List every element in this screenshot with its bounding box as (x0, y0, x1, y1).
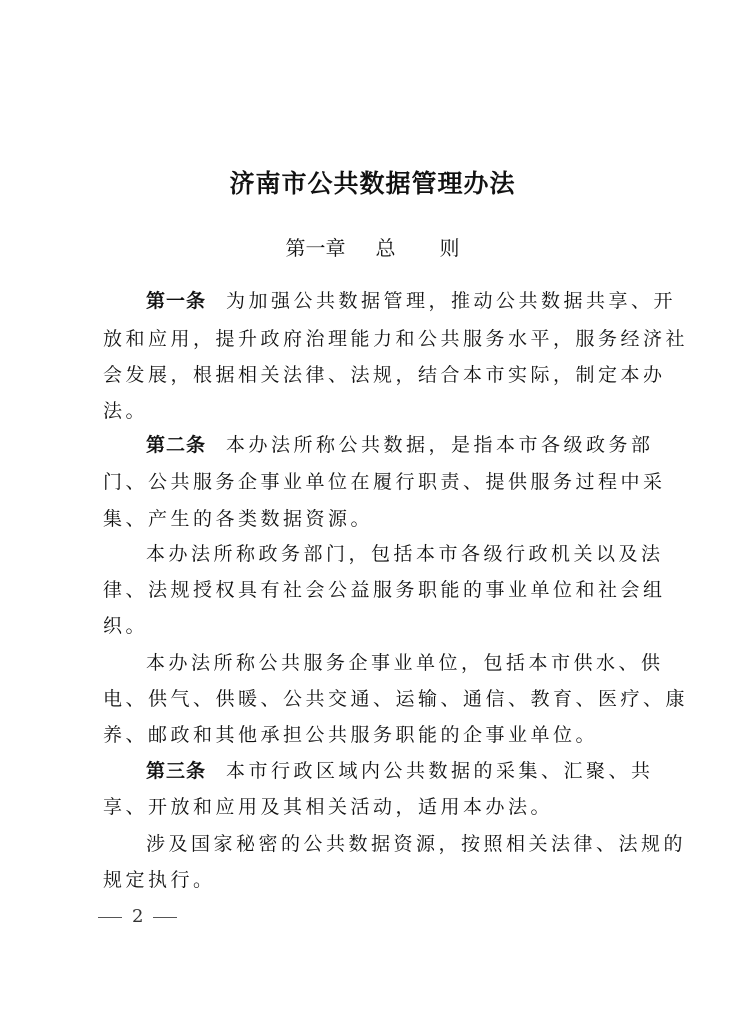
document-title: 济南市公共数据管理办法 (229, 169, 516, 198)
article-1-line-2: 放和应用，提升政府治理能力和公共服务水平，服务经济社 (103, 328, 689, 350)
article-2-line-3: 集、产生的各类数据资源。 (103, 508, 374, 530)
page-number (98, 905, 177, 929)
article-1-line-3: 会发展，根据相关法律、法规，结合本市实际，制定本办 (103, 364, 666, 386)
article-2-text-1: 本办法所称公共数据，是指本市各级政务部 (226, 434, 654, 456)
article-2-para-3-line-1: 本办法所称公共服务企事业单位，包括本市供水、供 (146, 652, 664, 674)
article-2-para-2-line-1: 本办法所称政务部门，包括本市各级行政机关以及法 (146, 543, 664, 565)
article-2-label: 第二条 (146, 434, 207, 456)
article-1-line-4: 法。 (103, 400, 149, 422)
article-2-para-3-line-3: 养、邮政和其他承担公共服务职能的企事业单位。 (103, 724, 599, 746)
page-number-dash-right (153, 917, 177, 918)
chapter-title-word-1: 总 (375, 236, 396, 260)
article-3-line-2: 享、开放和应用及其相关活动，适用本办法。 (103, 796, 554, 818)
article-3-label: 第三条 (146, 760, 207, 782)
article-2-para-2-line-3: 织。 (103, 615, 149, 637)
article-1-line-1 (146, 286, 677, 316)
article-3-para-2-line-2: 规定执行。 (103, 869, 216, 891)
chapter-number: 第一章 (285, 236, 346, 260)
chapter-heading (0, 233, 745, 263)
article-3-para-2-line-1: 涉及国家秘密的公共数据资源，按照相关法律、法规的 (146, 833, 687, 855)
page-number-value: 2 (132, 906, 144, 927)
article-2-line-1 (146, 430, 654, 460)
chapter-title-word-2: 则 (439, 236, 460, 260)
article-3-line-1 (146, 756, 654, 786)
article-2-para-2-line-2: 律、法规授权具有社会公益服务职能的事业单位和社会组 (103, 579, 666, 601)
article-2-line-2: 门、公共服务企事业单位在履行职责、提供服务过程中采 (103, 471, 666, 493)
article-1-text-1: 为加强公共数据管理，推动公共数据共享、开 (226, 290, 677, 312)
article-2-para-3-line-2: 电、供气、供暖、公共交通、运输、通信、教育、医疗、康 (103, 688, 689, 710)
page-number-dash-left (98, 917, 122, 918)
article-1-label: 第一条 (146, 290, 207, 312)
article-3-text-1: 本市行政区域内公共数据的采集、汇聚、共 (226, 760, 654, 782)
